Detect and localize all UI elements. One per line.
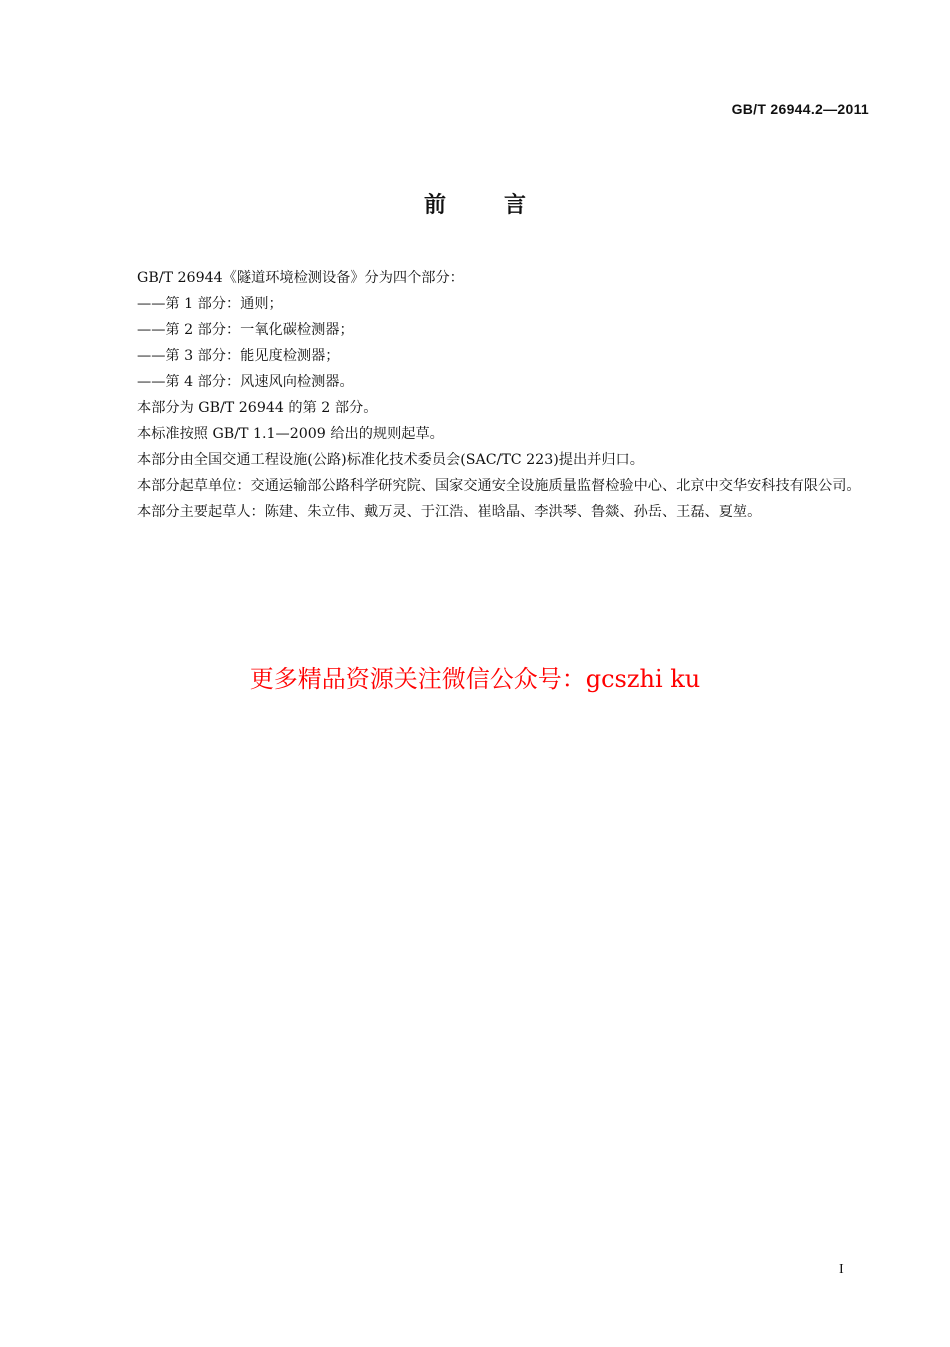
- paragraph-drafting-units: 本部分起草单位：交通运输部公路科学研究院、国家交通安全设施质量监督检验中心、北京中交华安科技有限公司。: [137, 478, 861, 494]
- list-item-part-3: ——第 3 部分：能见度检测器；: [137, 348, 340, 364]
- paragraph-drafters: 本部分主要起草人：陈建、朱立伟、戴万灵、于江浩、崔晗晶、李洪琴、鲁燚、孙岳、王磊、夏堃。: [137, 504, 762, 520]
- standard-code: GB/T 26944.2—2011: [731, 101, 869, 117]
- page-title: 前言: [423, 193, 584, 218]
- paragraph-intro: GB/T 26944《隧道环境检测设备》分为四个部分：: [137, 270, 464, 286]
- list-item-part-2: ——第 2 部分：一氧化碳检测器；: [137, 322, 354, 338]
- list-item-part-4: ——第 4 部分：风速风向检测器。: [137, 374, 354, 390]
- paragraph-drafting-rules: 本标准按照 GB/T 1.1—2009 给出的规则起草。: [137, 426, 444, 442]
- foreword-body: [104, 265, 870, 525]
- list-item-part-1: ——第 1 部分：通则；: [137, 296, 283, 312]
- paragraph-this-part: 本部分为 GB/T 26944 的第 2 部分。: [137, 400, 378, 416]
- promo-text: 更多精品资源关注微信公众号：gcszhi ku: [249, 665, 701, 693]
- page-number: I: [839, 1262, 844, 1277]
- paragraph-proposer: 本部分由全国交通工程设施(公路)标准化技术委员会(SAC/TC 223)提出并归口。: [137, 452, 644, 468]
